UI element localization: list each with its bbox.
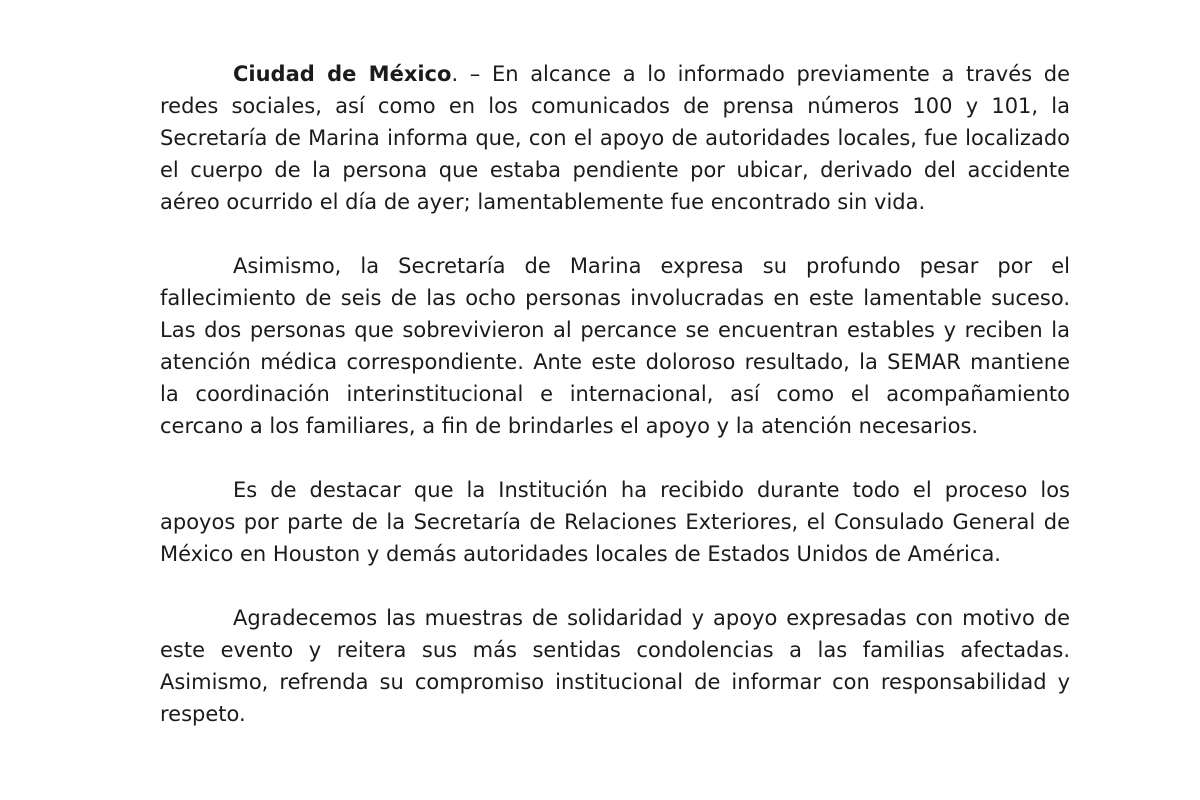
paragraph-support-received: Es de destacar que la Institución ha recibido durante todo el proceso los apoyos por parte de la Secretaría de Relaciones Exteriores, el Consulado General de México en Houston y demás autoridades locales de Estados Unidos de América. bbox=[160, 478, 1070, 566]
location-dateline: Ciudad de México bbox=[233, 62, 452, 86]
paragraph-gratitude: Agradecemos las muestras de solidaridad y apoyo expresadas con motivo de este evento y reitera sus más sentidas condolencias a las familias afectadas. Asimismo, refrenda su compromiso institucional de informar con responsabilidad y respeto. bbox=[160, 606, 1070, 726]
paragraph-text: . – En alcance a lo informado previamente a través de redes sociales, así como en los comunicados de prensa números 100 y 101, la Secretaría de Marina informa que, con el apoyo de autoridades locales, fue localizado el cuerpo de la persona que estaba pendiente por ubicar, derivado del accidente aéreo ocurrido el día de ayer; lamentablemente fue encontrado sin vida. bbox=[160, 62, 1070, 214]
press-release-body bbox=[160, 58, 1070, 730]
paragraph-condolences: Asimismo, la Secretaría de Marina expresa su profundo pesar por el fallecimiento de seis de las ocho personas involucradas en este lamentable suceso. Las dos personas que sobrevivieron al percance se encuentran estables y reciben la atención médica correspondiente. Ante este doloroso resultado, la SEMAR mantiene la coordinación interinstitucional e internacional, así como el acompañamiento cercano a los familiares, a fin de brindarles el apoyo y la atención necesarios. bbox=[160, 254, 1070, 438]
paragraph-location-intro bbox=[160, 58, 1070, 218]
